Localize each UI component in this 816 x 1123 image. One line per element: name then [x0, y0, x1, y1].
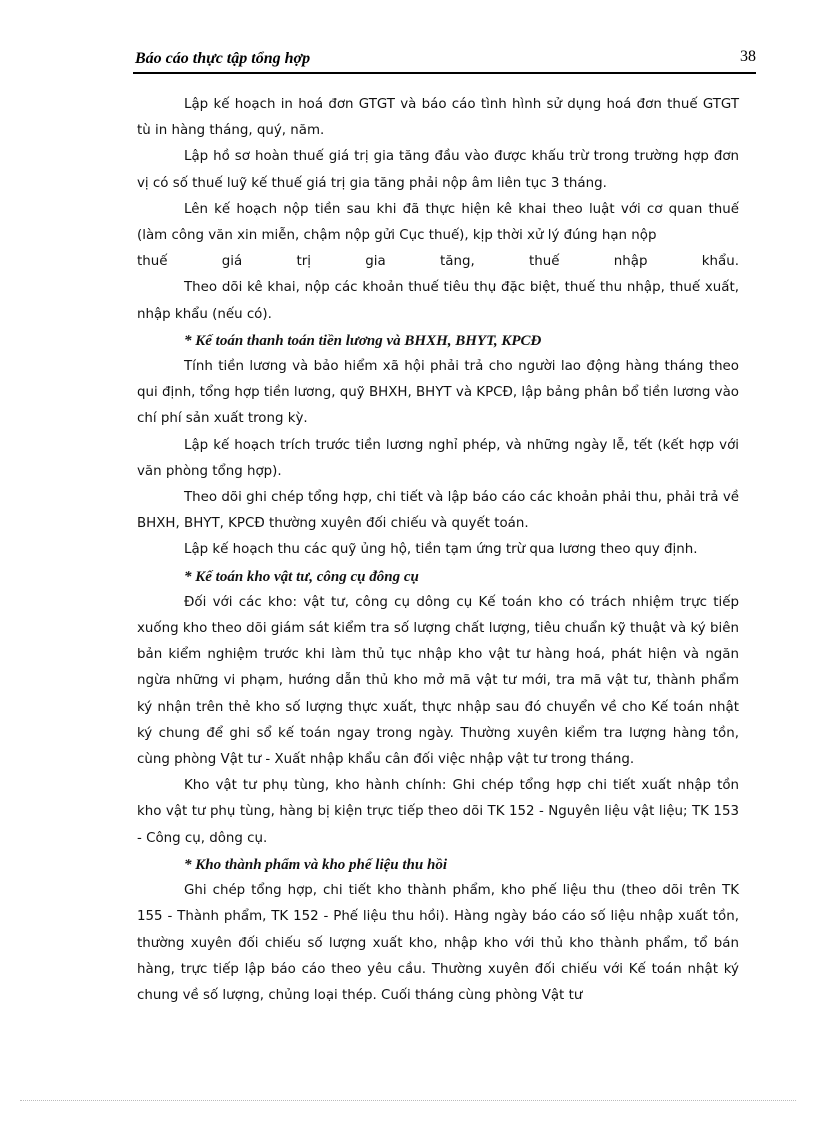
header-title: Báo cáo thực tập tổng hợp	[135, 50, 311, 67]
paragraph: Lập kế hoạch thu các quỹ ủng hộ, tiền tạm ứng trừ qua lương theo quy định.	[184, 542, 698, 558]
document-body	[137, 92, 739, 1009]
paragraph: Lên kế hoạch nộp tiền sau khi đã thực hiện kê khai theo luật với cơ quan thuế (làm công văn xin miễn, chậm nộp gửi Cục thuế), kịp thời xử lý đúng hạn nộp	[137, 201, 739, 244]
paragraph: Đối với các kho: vật tư, công cụ dông cụ Kế toán kho có trách nhiệm trực tiếp xuống kho theo dõi giám sát kiểm tra số lượng chất lượng, tiêu chuẩn kỹ thuật và ký biên bản kiểm nghiệm trước khi làm thủ tục nhập kho vật tư hàng hoá, phát hiện và ngăn ngừa những vi phạm, hướng dẫn thủ kho mở mã vật tư mới, tra mã vật tư, thành phẩm ký nhận trên thẻ kho số lượng thực xuất, thực nhập sau đó chuyển về cho Kế toán nhật ký chung để ghi sổ kế toán ngay trong ngày. Thường xuyên kiểm tra lượng hàng tồn, cùng phòng Vật tư - Xuất nhập khẩu cân đối việc nhập vật tư trong tháng.	[137, 594, 739, 768]
section-heading: * Kế toán thanh toán tiền lương và BHXH, BHYT, KPCĐ	[184, 332, 542, 349]
spread-line: thuế giá trị gia tăng, thuế nhập khẩu.	[137, 254, 739, 270]
header-rule	[133, 72, 756, 74]
paragraph: Lập hồ sơ hoàn thuế giá trị gia tăng đầu vào được khấu trừ trong trường hợp đơn vị có số thuế luỹ kế thuế giá trị gia tăng phải nộp âm liên tục 3 tháng.	[137, 149, 739, 191]
paragraph: Lập kế hoạch trích trước tiền lương nghỉ phép, và những ngày lễ, tết (kết hợp với văn phòng tổng hợp).	[137, 437, 739, 479]
page-number: 38	[740, 48, 756, 65]
paragraph: Tính tiền lương và bảo hiểm xã hội phải trả cho người lao động hàng tháng theo qui định, tổng hợp tiền lương, quỹ BHXH, BHYT và KPCĐ, lập bảng phân bổ tiền lương vào chí phí sản xuất trong kỳ.	[137, 359, 739, 427]
paragraph: Ghi chép tổng hợp, chi tiết kho thành phẩm, kho phế liệu thu (theo dõi trên TK 155 - Thành phẩm, TK 152 - Phế liệu thu hồi). Hàng ngày báo cáo số liệu nhập xuất tồn, thường xuyên đối chiếu số lượng xuất kho, nhập kho với thủ kho thành phẩm, tổ bán hàng, trực tiếp lập báo cáo theo yêu cầu. Thường xuyên đối chiếu với Kế toán nhật ký chung về số lượng, chủng loại thép. Cuối tháng cùng phòng Vật tư	[137, 883, 739, 1003]
page-header	[133, 46, 756, 74]
footer-dotted-rule	[20, 1100, 796, 1101]
paragraph-continuation	[137, 249, 739, 275]
section-heading: * Kho thành phẩm và kho phế liệu thu hồi	[184, 856, 447, 873]
paragraph: Theo dõi kê khai, nộp các khoản thuế tiêu thụ đặc biệt, thuế thu nhập, thuế xuất, nhập khẩu (nếu có).	[137, 280, 739, 322]
paragraph: Theo dõi ghi chép tổng hợp, chi tiết và lập báo cáo các khoản phải thu, phải trả về BHXH, BHYT, KPCĐ thường xuyên đối chiếu và quyết toán.	[137, 490, 739, 532]
paragraph: Lập kế hoạch in hoá đơn GTGT và báo cáo tình hình sử dụng hoá đơn thuế GTGT tù in hàng tháng, quý, năm.	[137, 97, 739, 139]
paragraph: Kho vật tư phụ tùng, kho hành chính: Ghi chép tổng hợp chi tiết xuất nhập tồn kho vật tư phụ tùng, hàng bị kiện trực tiếp theo dõi TK 152 - Nguyên liệu vật liệu; TK 153 - Công cụ, dông cụ.	[137, 778, 739, 846]
section-heading: * Kế toán kho vật tư, công cụ đông cụ	[184, 568, 419, 585]
